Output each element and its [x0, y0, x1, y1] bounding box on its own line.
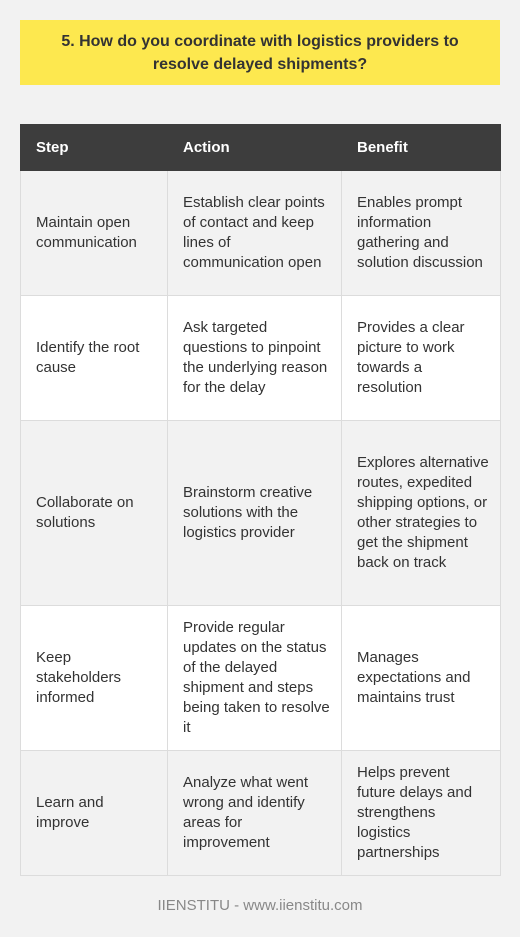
cell-step: Learn and improve: [21, 751, 168, 876]
cell-benefit: Provides a clear picture to work towards a resolution: [342, 296, 501, 421]
cell-action: Provide regular updates on the status of the delayed shipment and steps being taken to resolve it: [168, 606, 342, 751]
cell-step: Collaborate on solutions: [21, 421, 168, 606]
cell-action: Brainstorm creative solutions with the logistics provider: [168, 421, 342, 606]
cell-action: Establish clear points of contact and keep lines of communication open: [168, 171, 342, 296]
title-banner: [20, 20, 500, 85]
cell-step: Keep stakeholders informed: [21, 606, 168, 751]
table-row: [21, 171, 501, 296]
table-row: [21, 296, 501, 421]
table-row: [21, 751, 501, 876]
cell-action: Analyze what went wrong and identify areas for improvement: [168, 751, 342, 876]
header-benefit: Benefit: [342, 125, 501, 171]
table-row: [21, 606, 501, 751]
cell-benefit: Explores alternative routes, expedited shipping options, or other strategies to get the shipment back on track: [342, 421, 501, 606]
page-title: 5. How do you coordinate with logistics providers to resolve delayed shipments?: [61, 32, 459, 73]
cell-step: Identify the root cause: [21, 296, 168, 421]
cell-benefit: Enables prompt information gathering and solution discussion: [342, 171, 501, 296]
steps-table: [20, 124, 501, 876]
footer-credit: IIENSTITU - www.iienstitu.com: [157, 897, 363, 914]
cell-benefit: Manages expectations and maintains trust: [342, 606, 501, 751]
header-step: Step: [21, 125, 168, 171]
header-action: Action: [168, 125, 342, 171]
cell-action: Ask targeted questions to pinpoint the underlying reason for the delay: [168, 296, 342, 421]
cell-step: Maintain open communication: [21, 171, 168, 296]
cell-benefit: Helps prevent future delays and strengthens logistics partnerships: [342, 751, 501, 876]
table-row: [21, 421, 501, 606]
table-header-row: [21, 125, 501, 171]
